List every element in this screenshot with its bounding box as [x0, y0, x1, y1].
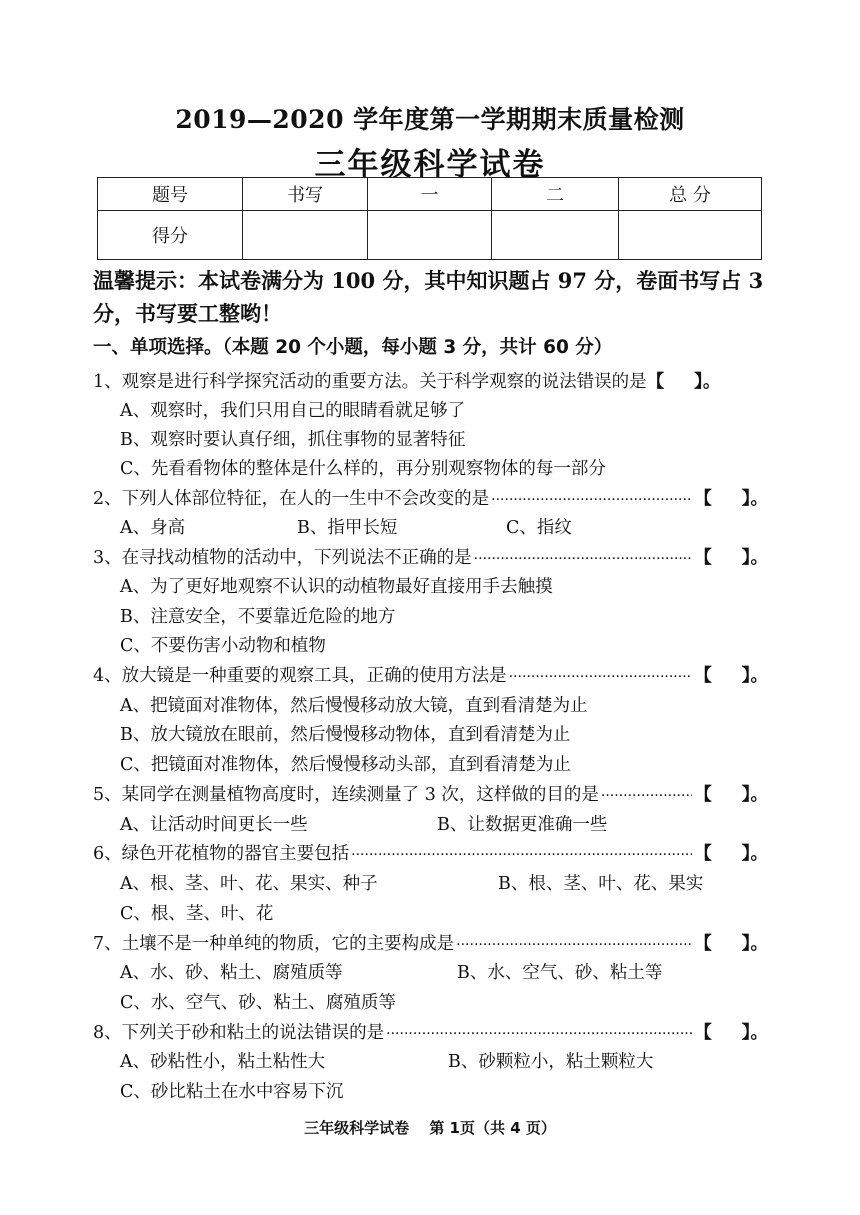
question-7 — [93, 930, 768, 954]
score-table — [97, 177, 762, 260]
leader-dots — [456, 937, 692, 953]
option: C、把镜面对准物体，然后慢慢移动头部，直到看清楚为止 — [120, 755, 571, 775]
option: C、根、茎、叶、花 — [120, 904, 274, 924]
question-stem: 1、观察是进行科学探究活动的重要方法。关于科学观察的说法错误的是 — [93, 372, 647, 392]
option: B、放大镜放在眼前，然后慢慢移动物体，直到看清楚为止 — [120, 725, 571, 745]
option: C、指纹 — [506, 518, 572, 538]
leader-dots — [601, 788, 692, 804]
option: C、砂比粘土在水中容易下沉 — [120, 1082, 344, 1102]
leader-dots — [474, 551, 693, 567]
page-footer: 三年级科学试卷 第 1页（共 4 页） — [304, 1119, 556, 1137]
option: B、注意安全，不要靠近危险的地方 — [120, 607, 396, 627]
answer-bracket[interactable]: 【 】。 — [694, 666, 768, 686]
option: A、把镜面对准物体，然后慢慢移动放大镜，直到看清楚为止 — [120, 696, 588, 716]
score-cell-part2[interactable] — [492, 211, 619, 260]
option: A、身高 — [120, 518, 186, 538]
score-header-total: 总 分 — [619, 178, 762, 211]
option: C、水、空气、砂、粘土、腐殖质等 — [120, 993, 396, 1013]
option: A、水、砂、粘土、腐殖质等 — [120, 963, 343, 983]
leader-dots — [386, 1026, 692, 1042]
question-6 — [93, 840, 768, 864]
answer-bracket[interactable]: 【 】。 — [694, 1023, 768, 1043]
score-cell-total[interactable] — [619, 211, 762, 260]
score-header-writing: 书写 — [243, 178, 368, 211]
answer-bracket[interactable]: 【 】。 — [694, 934, 768, 954]
answer-bracket[interactable]: 【 】。 — [646, 372, 721, 392]
score-header-item: 题号 — [98, 178, 243, 211]
leader-dots — [491, 492, 692, 508]
answer-bracket[interactable]: 【 】。 — [694, 489, 768, 509]
leader-dots — [509, 669, 693, 685]
option: A、让活动时间更长一些 — [120, 815, 308, 835]
option: A、为了更好地观察不认识的动植物最好直接用手去触摸 — [120, 577, 553, 597]
option: B、观察时要认真仔细，抓住事物的显著特征 — [120, 430, 466, 450]
question-8 — [93, 1019, 768, 1043]
option: A、观察时，我们只用自己的眼睛看就足够了 — [120, 401, 466, 421]
question-3 — [93, 544, 768, 568]
answer-bracket[interactable]: 【 】。 — [694, 844, 768, 864]
question-4 — [93, 662, 768, 686]
section1-title: 一、单项选择。（本题 20 个小题，每小题 3 分，共计 60 分） — [93, 337, 613, 358]
score-row-label: 得分 — [98, 211, 243, 260]
score-cell-part1[interactable] — [368, 211, 492, 260]
answer-bracket[interactable]: 【 】。 — [694, 785, 768, 805]
question-5 — [93, 781, 768, 805]
option: A、砂粘性小，粘土粘性大 — [120, 1052, 326, 1072]
option: B、根、茎、叶、花、果实 — [498, 874, 704, 894]
option: C、先看看物体的整体是什么样的，再分别观察物体的每一部分 — [120, 459, 606, 479]
question-2 — [93, 485, 768, 509]
score-header-part1: 一 — [368, 178, 492, 211]
score-cell-writing[interactable] — [243, 211, 368, 260]
question-stem: 5、某同学在测量植物高度时，连续测量了 3 次，这样做的目的是 — [93, 785, 599, 805]
warm-tip: 温馨提示：本试卷满分为 100 分，其中知识题占 97 分，卷面书写占 3 分，书写要工整哟！ — [93, 268, 764, 326]
question-stem: 2、下列人体部位特征，在人的一生中不会改变的是 — [93, 489, 490, 509]
question-stem: 4、放大镜是一种重要的观察工具，正确的使用方法是 — [93, 666, 507, 686]
question-stem: 7、土壤不是一种单纯的物质，它的主要构成是 — [93, 934, 455, 954]
option: C、不要伤害小动物和植物 — [120, 636, 326, 656]
exam-title: 2019—2020 学年度第一学期期末质量检测 — [175, 105, 685, 134]
exam-subtitle: 三年级科学试卷 — [314, 147, 546, 183]
option: B、指甲长短 — [297, 518, 398, 538]
option: A、根、茎、叶、花、果实、种子 — [120, 874, 378, 894]
option: B、水、空气、砂、粘土等 — [457, 963, 663, 983]
option: B、让数据更准确一些 — [437, 815, 608, 835]
question-stem: 3、在寻找动植物的活动中，下列说法不正确的是 — [93, 548, 472, 568]
leader-dots — [351, 847, 692, 863]
question-stem: 6、绿色开花植物的器官主要包括 — [93, 844, 350, 864]
question-1 — [93, 368, 768, 392]
answer-bracket[interactable]: 【 】。 — [694, 548, 768, 568]
question-stem: 8、下列关于砂和粘土的说法错误的是 — [93, 1023, 385, 1043]
option: B、砂颗粒小，粘土颗粒大 — [448, 1052, 654, 1072]
score-header-part2: 二 — [492, 178, 619, 211]
